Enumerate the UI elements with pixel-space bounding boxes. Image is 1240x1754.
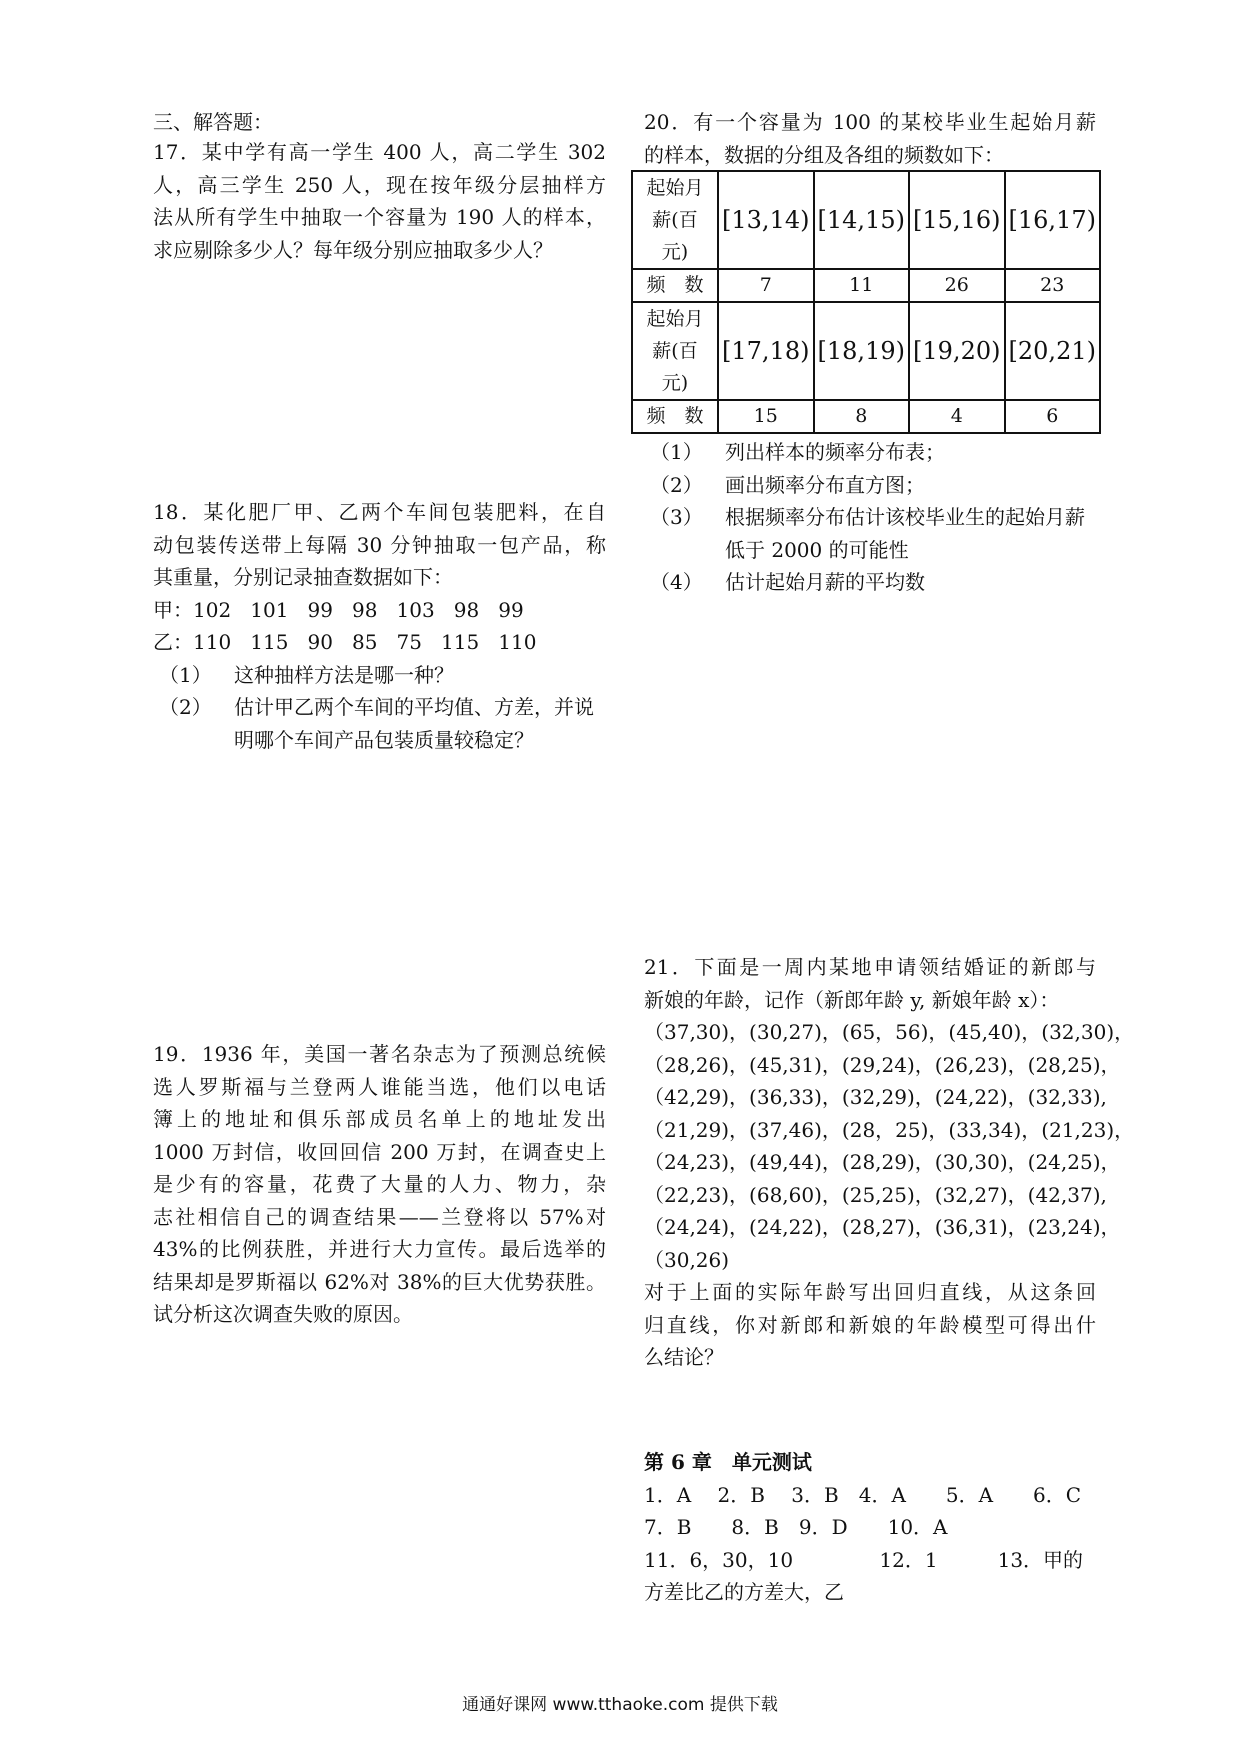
question-17 (153, 136, 606, 266)
interval-cell: [16,17) (1005, 171, 1101, 269)
count-label-cell: 频 数 (632, 400, 718, 433)
sub-number: （4） (650, 570, 703, 594)
sub-number: （2） (159, 695, 212, 719)
table-row (632, 171, 1100, 269)
q18-sub-item (153, 659, 606, 692)
q20-sub-list (644, 436, 1096, 599)
count-cell: 6 (1005, 400, 1101, 433)
sub-text: 估计甲乙两个车间的平均值、方差，并说明哪个车间产品包装质量较稳定？ (234, 695, 594, 752)
interval-cell: [18,19) (814, 302, 910, 400)
header-label-line: 薪(百 (652, 209, 698, 231)
q17-line: 法从所有学生中抽取一个容量为 190 人的样本， (153, 205, 606, 229)
q21-line: （22,23)，(68,60)，(25,25)，(32,27)，(42,37), (644, 1182, 1107, 1207)
q21-line: （37,30)，(30,27)，(65，56)，(45,40)，(32,30)， (644, 1020, 1135, 1044)
count-cell: 4 (909, 400, 1005, 433)
q19-line: 1000 万封信，收回回信 200 万封，在调查史上 (153, 1139, 606, 1164)
q21-line: （24,24)，(24,22)，(28,27)，(36,31)，(23,24)， (644, 1215, 1121, 1239)
q20-sub-item (644, 469, 1096, 502)
q21-line: 21．下面是一周内某地申请领结婚证的新郎与 (644, 955, 1096, 979)
header-label-cell (632, 302, 718, 400)
count-cell: 7 (718, 269, 814, 302)
table-row (632, 269, 1100, 302)
sub-text: 这种抽样方法是哪一种？ (234, 662, 454, 687)
interval-cell: [15,16) (909, 171, 1005, 269)
q20-sub-item (644, 436, 1096, 469)
sub-number: （1） (650, 440, 703, 464)
answers-section (644, 1446, 1096, 1609)
sub-text: 根据频率分布估计该校毕业生的起始月薪低于 2000 的可能性 (725, 505, 1085, 562)
interval-cell: [13,14) (718, 171, 814, 269)
q18-data-yi: 乙：110 115 90 85 75 115 110 (153, 630, 537, 654)
q20-sub-item (644, 566, 1096, 599)
section-title: 三、解答题： (153, 110, 273, 134)
count-cell: 11 (814, 269, 910, 302)
table-row (632, 302, 1100, 400)
count-cell: 23 (1005, 269, 1101, 302)
question-19 (153, 1038, 606, 1331)
q21-line: （21,29)，(37,46)，(28，25)，(33,34)，(21,23)， (644, 1117, 1135, 1142)
q17-line: 人，高三学生 250 人，现在按年级分层抽样方 (153, 172, 606, 197)
sub-number: （1） (159, 662, 212, 687)
q19-line: 19．1936 年，美国一著名杂志为了预测总统候 (153, 1042, 606, 1066)
question-20 (644, 106, 1096, 171)
interval-cell: [14,15) (814, 171, 910, 269)
q21-line: 对于上面的实际年龄写出回归直线，从这条回 (644, 1280, 1096, 1304)
q18-line: 动包装传送带上每隔 30 分钟抽取一包产品，称 (153, 532, 606, 557)
sub-text: 画出频率分布直方图； (725, 472, 925, 497)
question-18 (153, 496, 606, 756)
header-label-line: 起始月 (646, 308, 704, 330)
question-21 (644, 951, 1135, 1374)
q19-line: 43%的比例获胜，并进行大力宣传。最后选举的 (153, 1237, 606, 1261)
q18-line: 18．某化肥厂甲、乙两个车间包装肥料，在自 (153, 500, 606, 524)
answers-line: 11．6，30，10 12．1 13．甲的 (644, 1547, 1084, 1572)
sub-number: （3） (650, 505, 703, 529)
count-cell: 26 (909, 269, 1005, 302)
q21-line: 归直线，你对新郎和新娘的年龄模型可得出什 (644, 1312, 1096, 1337)
q18-data-jia: 甲：102 101 99 98 103 98 99 (153, 597, 524, 622)
interval-cell: [17,18) (718, 302, 814, 400)
q19-line: 结果却是罗斯福以 62%对 38%的巨大优势获胜。 (153, 1269, 606, 1294)
sub-number: （2） (650, 472, 703, 497)
q21-line: （28,26)，(45,31)，(29,24)，(26,23)，(28,25)， (644, 1052, 1121, 1077)
q18-line: 其重量，分别记录抽查数据如下： (153, 565, 453, 589)
q20-line: 的样本，数据的分组及各组的频数如下： (644, 142, 1004, 167)
q19-line: 是少有的容量，花费了大量的人力、物力，杂 (153, 1172, 606, 1196)
q20-sub-item (644, 501, 1096, 566)
q21-line: （30,26) (644, 1247, 730, 1272)
header-label-line: 薪(百 (652, 340, 698, 362)
q18-sub-item (153, 691, 606, 756)
answers-heading: 第 6 章 单元测试 (644, 1450, 812, 1474)
table-row (632, 400, 1100, 433)
interval-cell: [19,20) (909, 302, 1005, 400)
frequency-table (631, 170, 1101, 434)
q19-line: 志社相信自己的调查结果——兰登将以 57%对 (153, 1204, 606, 1229)
header-label-cell (632, 171, 718, 269)
header-label-line: 元) (661, 372, 689, 394)
q21-line: 新娘的年龄，记作（新郎年龄 y, 新娘年龄 x）： (644, 987, 1060, 1012)
q19-line: 选人罗斯福与兰登两人谁能当选，他们以电话 (153, 1074, 606, 1099)
answers-line: 方差比乙的方差大，乙 (644, 1580, 844, 1604)
q20-line: 20．有一个容量为 100 的某校毕业生起始月薪 (644, 110, 1096, 134)
interval-cell: [20,21) (1005, 302, 1101, 400)
sub-text: 列出样本的频率分布表； (725, 440, 945, 464)
q17-line: 求应剔除多少人？每年级分别应抽取多少人？ (153, 237, 553, 262)
count-label-cell: 频 数 (632, 269, 718, 302)
q17-line: 17．某中学有高一学生 400 人，高二学生 302 (153, 140, 606, 164)
q19-line: 簿上的地址和俱乐部成员名单上的地址发出 (153, 1107, 606, 1131)
sub-text: 估计起始月薪的平均数 (725, 570, 925, 594)
q21-line: 么结论？ (644, 1345, 724, 1369)
count-cell: 15 (718, 400, 814, 433)
answers-line: 7．B 8．B 9．D 10．A (644, 1515, 948, 1539)
header-label-line: 起始月 (646, 177, 704, 199)
q19-line: 试分析这次调查失败的原因。 (153, 1302, 413, 1326)
answers-line: 1．A 2．B 3．B 4．A 5．A 6．C (644, 1482, 1082, 1507)
q21-line: （24,23)，(49,44)，(28,29)，(30,30)，(24,25)， (644, 1150, 1121, 1174)
page-footer: 通通好课网 www.tthaoke.com 提供下载 (462, 1695, 778, 1715)
count-cell: 8 (814, 400, 910, 433)
header-label-line: 元) (661, 241, 689, 263)
q21-line: （42,29)，(36,33)，(32,29)，(24,22)，(32,33), (644, 1085, 1107, 1109)
